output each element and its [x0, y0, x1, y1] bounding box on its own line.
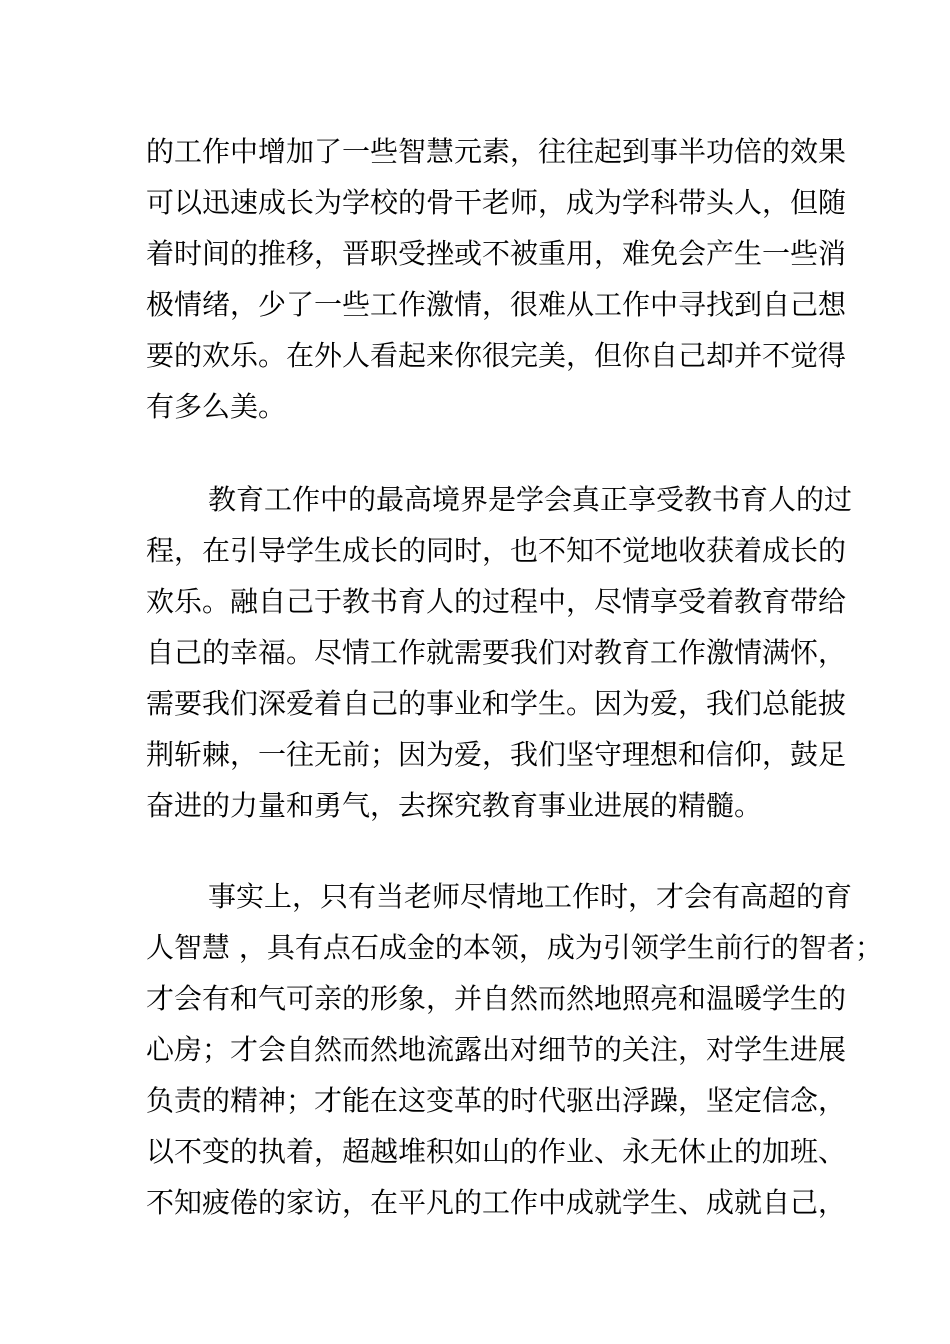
- text-line: 才会有和气可亲的形象，并自然而然地照亮和温暖学生的: [146, 982, 847, 1015]
- text-line: 不知疲倦的家访，在平凡的工作中成就学生、成就自己，: [146, 1186, 847, 1219]
- text-line: 可以迅速成长为学校的骨干老师，成为学科带头人，但随: [146, 186, 847, 219]
- text-line: 人智慧 ，具有点石成金的本领，成为引领学生前行的智者；: [146, 931, 883, 964]
- text-line: 有多么美。: [146, 390, 287, 423]
- text-line: 事实上，只有当老师尽情地工作时，才会有高超的育: [208, 880, 853, 913]
- paragraph-1: [146, 126, 847, 432]
- text-line: 心房；才会自然而然地流露出对细节的关注，对学生进展: [146, 1033, 847, 1066]
- text-line: 欢乐。融自己于教书育人的过程中，尽情享受着教育带给: [146, 585, 847, 618]
- paragraph-3: [146, 871, 883, 1228]
- text-line: 以不变的执着，超越堆积如山的作业、永无休止的加班、: [146, 1135, 847, 1168]
- text-line: 程，在引导学生成长的同时，也不知不觉地收获着成长的: [146, 534, 847, 567]
- text-line: 着时间的推移，晋职受挫或不被重用，难免会产生一些消: [146, 237, 847, 270]
- text-line: 奋进的力量和勇气，去探究教育事业进展的精髓。: [146, 789, 763, 822]
- text-line: 负责的精神；才能在这变革的时代驱出浮躁，坚定信念，: [146, 1084, 847, 1117]
- text-line: 的工作中增加了一些智慧元素，往往起到事半功倍的效果: [146, 135, 847, 168]
- text-line: 极情绪，少了一些工作激情，很难从工作中寻找到自己想: [146, 288, 847, 321]
- text-line: 需要我们深爱着自己的事业和学生。因为爱，我们总能披: [146, 687, 847, 720]
- text-line: 荆斩棘，一往无前；因为爱，我们坚守理想和信仰，鼓足: [146, 738, 847, 771]
- text-line: 教育工作中的最高境界是学会真正享受教书育人的过: [208, 483, 853, 516]
- text-line: 自己的幸福。尽情工作就需要我们对教育工作激情满怀，: [146, 636, 847, 669]
- text-line: 要的欢乐。在外人看起来你很完美，但你自己却并不觉得: [146, 339, 847, 372]
- paragraph-2: [146, 474, 853, 831]
